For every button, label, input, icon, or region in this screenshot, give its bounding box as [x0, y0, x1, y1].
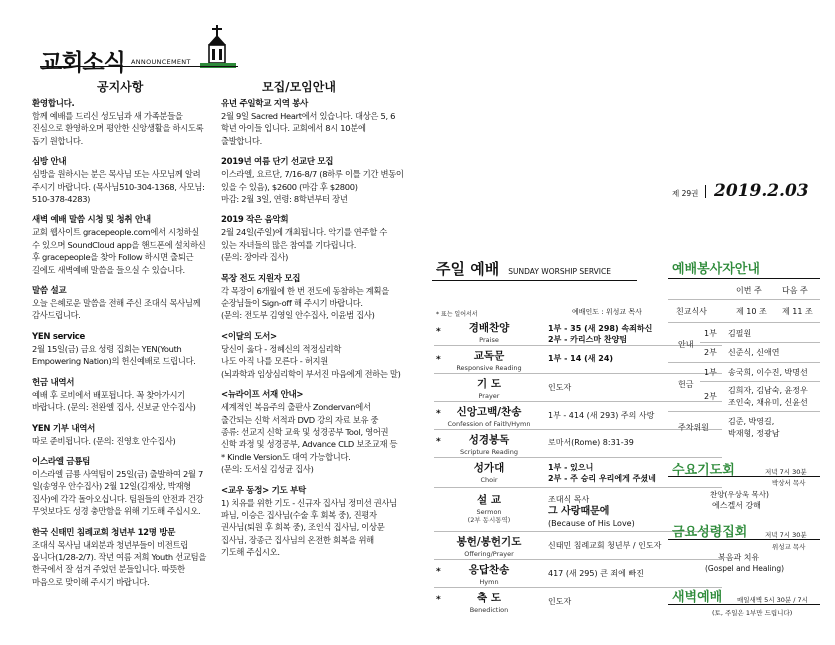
col-next-week: 다음 주 [782, 286, 808, 295]
recruit-line: (문의: 장아라 집사) [221, 252, 289, 263]
item-subtitle: Benediction [469, 606, 509, 614]
notice-line: 돕기 원합니다. [32, 135, 83, 146]
church-icon [200, 23, 236, 69]
worship-divider [434, 487, 722, 488]
notice-line: 이스라엘 금룡 사역팀이 25일(금) 출발하여 2월 7 [32, 468, 203, 479]
recruit-evangelism [221, 273, 414, 322]
standing-mark: * [436, 327, 441, 337]
recruit-line: (문의: 도서실 김성균 집사) [221, 464, 314, 475]
item-detail [548, 494, 635, 529]
item-title: 성경봉독 [468, 434, 510, 446]
item-detail-line: 1부 - 35 (새 298) 속죄하신 [548, 324, 653, 333]
notice-line: 따로 준비됩니다. (문의: 진영호 안수집사) [32, 435, 176, 446]
notice-line: 진심으로 환영하오며 평안한 신앙생활을 하시도록 [32, 123, 204, 134]
item-detail-line: 인도자 [548, 383, 572, 392]
friday-time: 저녁 7시 30분 [765, 531, 807, 539]
recruit-mission-team [221, 156, 414, 205]
item-detail [548, 410, 654, 421]
worship-divider [434, 559, 722, 560]
notice-line: 마음으로 맞이해 주시기 바랍니다. [32, 576, 150, 587]
item-detail [548, 382, 571, 393]
offering-part: 2부 [704, 392, 717, 401]
friday-line: (Gospel and Healing) [705, 564, 785, 573]
wednesday-leader: 박상서 목사 [772, 479, 806, 487]
wednesday-time: 저녁 7시 30분 [765, 468, 807, 476]
item-subtitle: Offering/Prayer [464, 550, 514, 558]
item-detail [548, 596, 571, 607]
row-label-parking: 주차위원 [678, 423, 709, 432]
col-this-week: 이번 주 [736, 286, 762, 295]
recruit-line: 집사님, 장종근 집사님의 온전한 회복을 위해 [221, 534, 374, 545]
recruit-book-of-month [221, 331, 414, 380]
recruit-line: (문의: 전도부 김영일 안수집사, 이윤범 집사) [221, 310, 375, 321]
volunteer-heading: 예배봉사자안내 [672, 262, 760, 277]
recruit-title: <교우 동정> 기도 부탁 [221, 485, 306, 496]
notice-line: 감사드립니다. [32, 310, 81, 321]
table-line [668, 362, 820, 363]
item-subtitle: Sermon (2부 동시통역) [467, 508, 511, 524]
vol-divider [705, 185, 706, 198]
recruit-column [221, 98, 414, 568]
notice-title: 새벽 예배 말씀 시청 및 청취 안내 [32, 215, 151, 226]
item-detail-line: 조대식 목사 [548, 495, 590, 504]
recruit-line: 순장님들이 Sign-off 해 주시기 바랍니다. [221, 298, 363, 309]
item-detail-line: (Because of His Love) [548, 519, 635, 528]
recruit-title: <뉴라이프 서재 안내> [221, 390, 304, 401]
notice-line: 2월 15일(금) 금요 성령 집회는 YEN(Youth [32, 343, 182, 354]
item-detail-line: 로마서(Rome) 8:31-39 [548, 438, 634, 447]
standing-mark: * [436, 409, 441, 419]
friday-rule [668, 539, 820, 540]
notice-line: 주시기 바랍니다. (목사님510-304-1368, 사모님: [32, 181, 205, 192]
volunteer-rule [668, 278, 820, 279]
recruit-line: 기도해 주십시오. [221, 547, 280, 558]
recruit-line: 파님, 이승은 집사님(수술 후 회복 중), 진평자 [221, 509, 377, 520]
dawn-note: (토, 주일은 1부만 드립니다) [712, 609, 793, 617]
notice-title: YEN service [32, 331, 86, 342]
recruit-line: 2월 9일 Sacred Heart에서 있습니다. 대상은 5, 6 [221, 111, 396, 121]
worship-heading [436, 258, 611, 279]
recruit-line: 각 목장이 6개월에 한 번 전도에 동참하는 계획을 [221, 285, 389, 296]
notice-line: Empowering Nation)의 헌신예배로 드립니다. [32, 356, 196, 367]
wednesday-heading: 수요기도회 [672, 463, 735, 478]
notice-sermon [32, 285, 225, 322]
notice-line: 함께 예배를 드리신 성도님과 새 가족분들을 [32, 111, 183, 121]
offering-names: 김희자, 김남숙, 윤정우 [728, 386, 808, 395]
recruit-line: 있는 자녀들의 많은 참여를 기다립니다. [221, 239, 357, 250]
recruit-library [221, 389, 414, 475]
notice-dawn-sermon [32, 214, 225, 276]
dawn-time: 매일새벽 5시 30분 / 7시 [737, 596, 808, 604]
issue-date: 2019.2.03 [714, 181, 809, 201]
guide-part: 1부 [704, 329, 717, 338]
recruit-heading: 모집/모임안내 [262, 80, 336, 94]
item-title: 설 교 [477, 494, 501, 506]
notice-line: 오늘 은혜로운 말씀을 전해 주신 조대식 목사님께 [32, 298, 201, 309]
issue-volume: 제 29권 [672, 189, 699, 198]
recruit-line: 학년 아이들 입니다. 교회에서 8시 10분에 [221, 123, 366, 134]
item-detail-line: 신태민 침례교회 청년부 / 인도자 [548, 541, 662, 550]
notices-column [32, 98, 225, 597]
offering-names: 조인숙, 채유미, 신윤선 [728, 398, 808, 407]
item-title: 기 도 [477, 378, 501, 390]
recruit-line: * Kindle Version도 대여 가능합니다. [221, 451, 351, 462]
item-detail-line: 1부 - 414 (새 293) 주의 사랑 [548, 411, 655, 420]
dawn-heading: 새벽예배 [672, 590, 723, 605]
row-label-guide: 안내 [678, 340, 694, 349]
notice-line: 510-378-4283) [32, 194, 91, 205]
recruit-line: 종류: 선교지 신학 교육 및 성경공부 Tool, 영어권 [221, 426, 389, 437]
notice-title: YEN 기부 내역서 [32, 423, 96, 434]
wednesday-rule [668, 476, 820, 477]
notice-yen-donation [32, 423, 225, 447]
recruit-line: 신학 과정 및 성경공부, Advance CLD 보조교재 등 [221, 439, 398, 450]
table-line [668, 299, 820, 300]
recruit-line: 세계적인 복음주의 출판사 Zondervan에서 [221, 402, 371, 413]
item-detail [548, 437, 634, 448]
notice-line: 일(송영우 안수집사) 2월 12일(김재상, 박재형 [32, 481, 191, 492]
notice-yen-service [32, 331, 225, 368]
notice-line: 수 있으며 SoundCloud app을 핸드폰에 설치하신 [32, 239, 206, 250]
item-title: 봉헌/봉헌기도 [456, 536, 522, 548]
worship-subtitle: SUNDAY WORSHIP SERVICE [508, 267, 611, 276]
page-title: 교회소식 [40, 50, 125, 76]
notice-visit [32, 156, 225, 205]
recruit-line: 출간되는 신학 서적과 DVD 강의 자료 보유 중 [221, 414, 379, 425]
item-detail [548, 462, 656, 484]
recruit-line: (뇌과학과 임상심리학이 부서진 마음에게 전하는 말) [221, 368, 401, 379]
recruit-sunday-school [221, 98, 414, 147]
item-title: 축 도 [477, 592, 501, 604]
wednesday-line: 찬양(우상욱 목사) [710, 490, 769, 499]
friday-leader: 위성교 목사 [772, 543, 806, 551]
table-line [700, 381, 820, 382]
volunteer-table [668, 280, 820, 440]
announcement-rule [40, 66, 238, 67]
recruit-prayer-request [221, 485, 414, 559]
notice-line: 옵니다(1/28-2/7). 작년 여름 저희 Youth 선교팀을 [32, 551, 207, 562]
worship-note-standing: * 표는 일어서서 [436, 311, 478, 318]
item-detail [548, 323, 652, 345]
parking-names: 김준, 박영길, [728, 417, 775, 426]
recruit-line: 이스라엘, 요르단, 7/16-8/7 (8하루 이틀 기간 변동이 [221, 169, 404, 180]
notice-title: 한국 신태민 침례교회 청년부 12명 방문 [32, 527, 176, 538]
item-detail-line: 2부 - 주 승리 우리에게 주셨네 [548, 474, 656, 483]
recruit-title: 2019 작은 음악회 [221, 215, 289, 226]
table-line [668, 322, 820, 323]
notice-title: 말씀 설교 [32, 286, 67, 297]
item-detail [548, 568, 644, 579]
recruit-title: 유년 주일학교 지역 봉사 [221, 99, 309, 109]
recruit-title: 2019년 여름 단기 선교단 모집 [221, 157, 334, 168]
notice-israel-team [32, 456, 225, 518]
guide-names: 김필원 [728, 329, 752, 338]
friday-line: 복음과 치유 [718, 553, 760, 562]
worship-rule [432, 280, 637, 281]
notice-line: 후 gracepeople을 찾아 Follow 하시면 출퇴근 [32, 252, 194, 263]
item-detail [548, 353, 613, 364]
item-detail-line: 1부 - 14 (새 24) [548, 354, 614, 363]
guide-names: 신준식, 신애연 [728, 348, 780, 357]
item-title: 성가대 [473, 462, 505, 474]
recruit-line: 마감: 2월 3일, 연령: 8학년부터 장년 [221, 194, 348, 205]
notice-line: 길에도 새벽예배 말씀을 들으실 수 있습니다. [32, 264, 185, 275]
standing-mark: * [436, 595, 441, 605]
notice-title: 심방 안내 [32, 157, 67, 168]
notice-title: 환영합니다. [32, 99, 75, 109]
parking-names: 박재형, 정광남 [728, 429, 780, 438]
offering-part: 1부 [704, 368, 717, 377]
row-label-offering: 헌금 [678, 380, 694, 389]
fellowship-next: 제 11 조 [782, 307, 813, 316]
table-line [668, 411, 820, 412]
guide-part: 2부 [704, 348, 717, 357]
worship-title: 주일 예배 [436, 260, 500, 278]
item-title: 교독문 [473, 350, 505, 362]
notice-line: 교회 웹사이트 gracepeople.com에서 시청하실 [32, 227, 199, 238]
notice-line: 집사)에 각각 돌아오십니다. 팀원들의 안전과 건강 [32, 493, 204, 504]
item-subtitle: Hymn [479, 578, 499, 586]
recruit-line: 나도 아직 나를 모른다 - 허지원 [221, 356, 328, 367]
fellowship-this: 제 10 조 [736, 307, 767, 316]
recruit-line: 권사님(퇴원 후 회복 중), 조인식 집사님, 이상문 [221, 522, 385, 533]
dawn-rule [668, 604, 820, 605]
wednesday-line: 에스겔서 강해 [712, 501, 761, 510]
recruit-line: 출발합니다. [221, 135, 262, 146]
standing-mark: * [436, 567, 441, 577]
item-detail-line: 인도자 [548, 597, 572, 606]
item-detail-line: 2부 - 카리스마 찬양팀 [548, 335, 628, 344]
item-detail [548, 540, 661, 551]
item-detail-line: 그 사랑때문에 [548, 506, 610, 517]
notice-line: 한국에서 잘 섬겨 주었던 분들입니다. 따뜻한 [32, 564, 185, 575]
worship-divider [434, 457, 722, 458]
item-title: 경배찬양 [468, 322, 510, 334]
recruit-line: 1) 치유를 위한 기도 - 신규자 집사님 정미선 권사님 [221, 497, 397, 508]
row-label-fellowship: 친교식사 [676, 307, 707, 316]
item-detail-line: 1부 - 있으니 [548, 463, 594, 472]
notice-offering-statement [32, 377, 225, 414]
notice-title: 헌금 내역서 [32, 377, 75, 388]
recruit-line: 있을 수 있음), $2600 (마감 후 $2800) [221, 181, 358, 192]
recruit-title: <이달의 도서> [221, 331, 277, 342]
recruit-line: 2월 24일(주일)에 개최됩니다. 악기를 연주할 수 [221, 227, 387, 238]
standing-mark: * [436, 437, 441, 447]
page-subtitle: ANNOUNCEMENT [131, 58, 191, 66]
notice-korea-visit [32, 527, 225, 589]
recruit-line: 당신이 옳다 - 정혜신의 적정심리학 [221, 343, 342, 354]
item-subtitle: Praise [479, 336, 499, 344]
notice-line: 무엇보다도 성경 충만함을 위해 기도해 주십시오. [32, 506, 201, 517]
item-subtitle: Responsive Reading [456, 364, 522, 372]
item-detail-line: 417 (새 295) 큰 죄에 빠진 [548, 569, 644, 578]
worship-leader-note: 예배인도 : 위성교 목사 [572, 308, 642, 316]
notice-line: 조대식 목사님 내외분과 청년부들이 비전트립 [32, 539, 188, 550]
friday-heading: 금요성령집회 [672, 525, 748, 540]
item-subtitle: Scripture Reading [460, 448, 518, 456]
notice-line: 예배 후 로비에서 배포됩니다. 꼭 찾아가시기 [32, 389, 185, 400]
notice-title: 이스라엘 금룡팀 [32, 456, 91, 467]
item-subtitle: Confession of Faith/Hymn [447, 420, 531, 428]
offering-names: 송국희, 이수진, 박명선 [728, 368, 808, 377]
table-line [700, 342, 820, 343]
item-subtitle: Choir [480, 476, 498, 484]
item-title: 신앙고백/찬송 [456, 406, 522, 418]
notice-line: 심방을 원하시는 분은 목사님 또는 사모님께 알려 [32, 169, 201, 180]
notice-welcome [32, 98, 225, 147]
notices-heading: 공지사항 [97, 80, 144, 94]
notice-line: 바랍니다. (문의: 전완엘 집사, 신보균 안수집사) [32, 402, 196, 413]
item-title: 응답찬송 [468, 564, 510, 576]
recruit-title: 목장 전도 지원자 모집 [221, 273, 301, 284]
recruit-concert [221, 214, 414, 263]
standing-mark: * [436, 355, 441, 365]
item-subtitle: Prayer [478, 392, 500, 400]
